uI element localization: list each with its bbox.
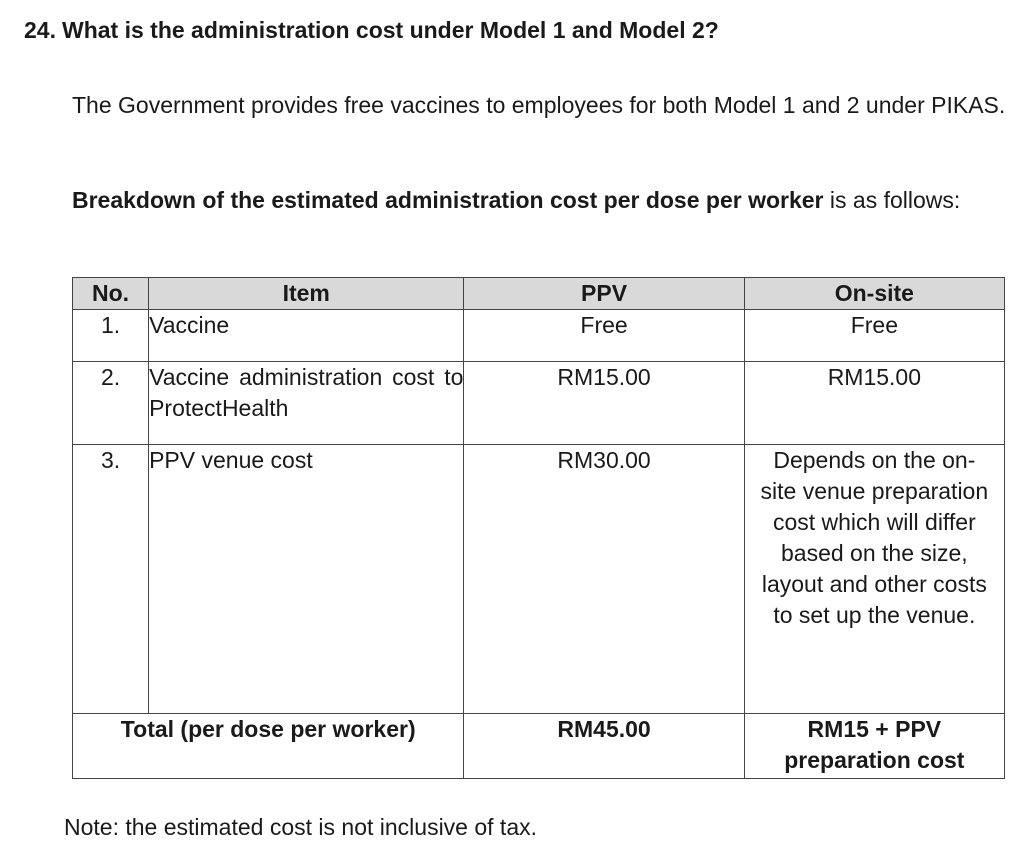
total-label: Total (per dose per worker) <box>73 714 464 779</box>
header-item: Item <box>149 278 464 310</box>
header-no: No. <box>73 278 149 310</box>
intro-paragraph: The Government provides free vaccines to employees for both Model 1 and 2 under PIKAS. <box>72 92 1006 118</box>
row-item: Vaccine <box>149 310 464 362</box>
table-row <box>73 445 1005 714</box>
breakdown-bold-text: Breakdown of the estimated administration cost per dose per worker <box>72 187 824 213</box>
header-onsite: On-site <box>744 278 1004 310</box>
row-item: Vaccine administration cost to ProtectHealth <box>149 362 464 445</box>
question-number: 24. <box>24 17 56 43</box>
row-ppv: RM15.00 <box>464 362 744 445</box>
total-ppv: RM45.00 <box>464 714 744 779</box>
breakdown-rest-text: is as follows: <box>823 187 961 213</box>
row-ppv: RM30.00 <box>464 445 744 714</box>
row-onsite: RM15.00 <box>744 362 1004 445</box>
table-header-row <box>73 278 1005 310</box>
row-onsite: Free <box>744 310 1004 362</box>
tax-note: Note: the estimated cost is not inclusive of tax. <box>64 814 538 840</box>
row-item: PPV venue cost <box>149 445 464 714</box>
row-no: 2. <box>73 362 149 445</box>
breakdown-paragraph <box>72 185 1007 216</box>
row-no: 3. <box>73 445 149 714</box>
row-no: 1. <box>73 310 149 362</box>
table-row <box>73 310 1005 362</box>
header-ppv: PPV <box>464 278 744 310</box>
cost-table <box>72 277 1005 779</box>
row-ppv: Free <box>464 310 744 362</box>
table-total-row <box>73 714 1005 779</box>
question-text: What is the administration cost under Model 1 and Model 2? <box>61 17 719 43</box>
question-heading <box>24 17 719 44</box>
row-onsite: Depends on the on-site venue preparation cost which will differ based on the size, layout and other costs to set up the venue. <box>744 445 1004 714</box>
table-row <box>73 362 1005 445</box>
total-onsite: RM15 + PPV preparation cost <box>744 714 1004 779</box>
